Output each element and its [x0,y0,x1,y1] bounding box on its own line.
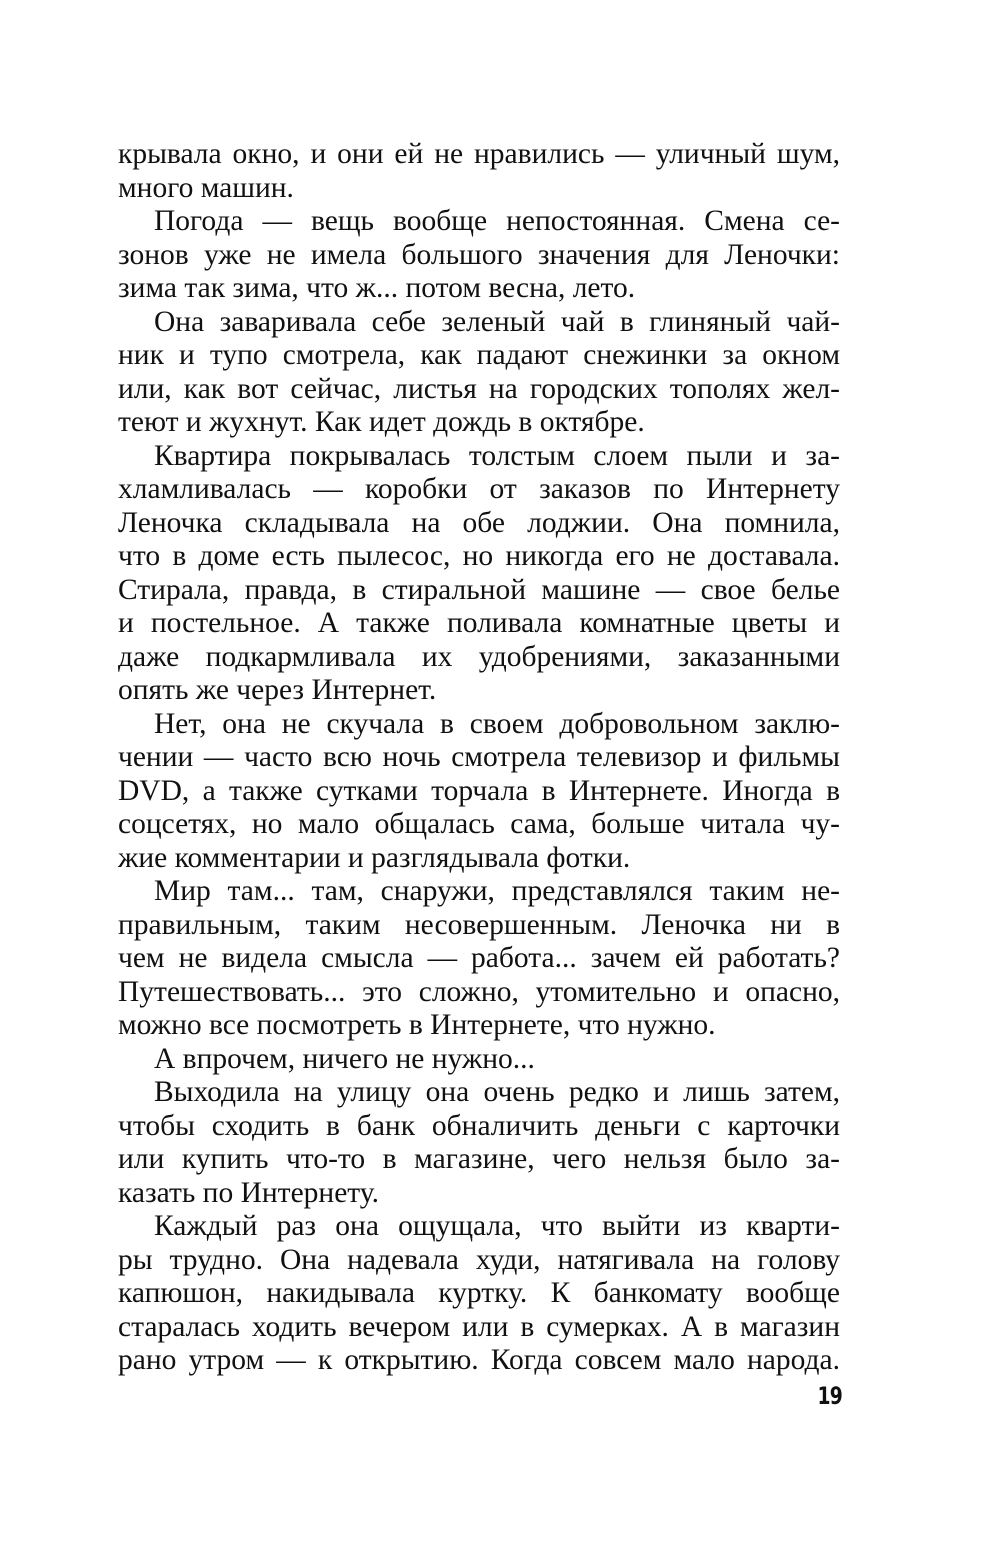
text-line: зонов уже не имела большого значения для Леночки: [118,238,840,271]
text-line: чтобы сходить в банк обналичить деньги с карточки [118,1109,840,1142]
text-line: хламливалась — коробки от заказов по Интернету [118,473,840,505]
text-line: старалась ходить вечером или в сумерках. А в магазин [118,1310,840,1343]
text-line: крывала окно, и они ей не нравились — уличный шум, [118,138,840,170]
text-line: рано утром — к открытию. Когда совсем мало народа. [118,1344,840,1376]
text-line: Она заваривала себе зеленый чай в глиняный чай- [154,305,840,338]
page-number: 19 [817,1382,842,1410]
text-line: Мир там... там, снаружи, представлялся таким не- [154,875,840,907]
text-line: опять же через Интернет. [118,674,437,706]
text-line: чем не видела смысла — работа... зачем ей работать? [118,942,840,974]
text-line: зима так зима, что ж... потом весна, лето. [118,272,636,304]
text-line: казать по Интернету. [118,1176,379,1209]
text-line: Стирала, правда, в стиральной машине — свое белье [118,573,840,606]
body-text [118,138,840,1378]
text-line: Квартира покрывалась толстым слоем пыли и за- [154,439,840,472]
text-line: жие комментарии и разглядывала фотки. [118,841,631,874]
text-line: ры трудно. Она надевала худи, натягивала на голову [118,1243,840,1276]
text-line: Выходила на улицу она очень редко и лишь затем, [154,1076,840,1108]
text-line: DVD, а также сутками торчала в Интернете. Иногда в [118,774,840,807]
text-line: или купить что-то в магазине, чего нельзя было за- [118,1143,840,1175]
text-line: теют и жухнут. Как идет дождь в октябре. [118,406,645,438]
text-line: или, как вот сейчас, листья на городских тополях жел- [118,372,840,405]
text-line: чении — часто всю ночь смотрела телевизор и фильмы [118,741,840,773]
text-line: капюшон, накидывала куртку. К банкомату вообще [118,1277,840,1309]
text-line: правильным, таким несовершенным. Леночка ни в [118,908,840,941]
text-line: даже подкармливала их удобрениями, заказанными [118,640,840,673]
text-line: Нет, она не скучала в своем добровольном заклю- [154,707,840,740]
text-line: много машин. [118,171,294,204]
text-line: что в доме есть пылесос, но никогда его не доставала. [118,540,840,572]
text-line: Погода — вещь вообще непостоянная. Смена се- [154,205,840,237]
text-line: Каждый раз она ощущала, что выйти из кварти- [154,1210,840,1242]
text-line: и постельное. А также поливала комнатные цветы и [118,607,840,639]
text-line: соцсетях, но мало общалась сама, больше читала чу- [118,808,840,840]
text-line: А впрочем, ничего не нужно... [154,1042,535,1075]
text-line: Леночка складывала на обе лоджии. Она помнила, [118,506,840,539]
text-line: можно все посмотреть в Интернете, что нужно. [118,1009,716,1041]
text-line: ник и тупо смотрела, как падают снежинки за окном [118,339,840,371]
text-line: Путешествовать... это сложно, утомительно и опасно, [118,975,840,1008]
